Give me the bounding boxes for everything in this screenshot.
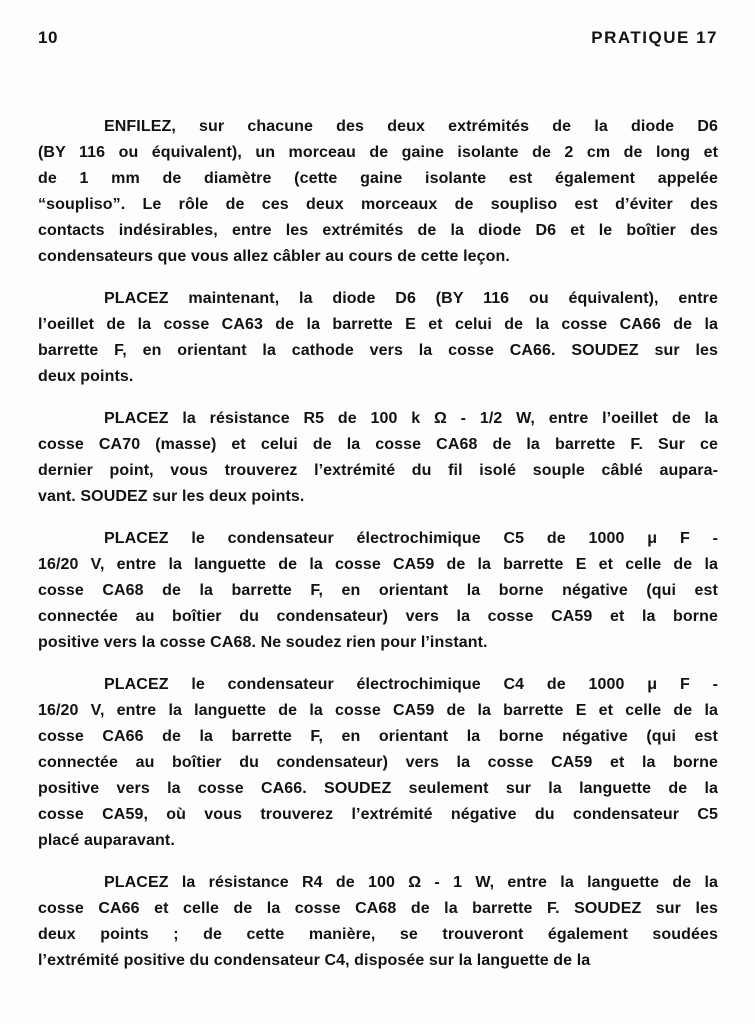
text-line: positive vers la cosse CA68. Ne soudez rien pour l’instant. xyxy=(38,634,488,651)
text-line: PLACEZ la résistance R4 de 100 Ω - 1 W, entre la languette de la xyxy=(104,874,718,891)
paragraph-placez-condensateur-c4 xyxy=(38,672,718,854)
text-line: 16/20 V, entre la languette de la cosse CA59 de la barrette E et celle de la xyxy=(38,702,718,719)
text-line: 16/20 V, entre la languette de la cosse CA59 de la barrette E et celle de la xyxy=(38,556,718,573)
text-line: contacts indésirables, entre les extrémités de la diode D6 et le boîtier des xyxy=(38,222,718,239)
text-line: PLACEZ maintenant, la diode D6 (BY 116 ou équivalent), entre xyxy=(104,290,718,307)
header-title: PRATIQUE 17 xyxy=(591,28,718,47)
text-line: vant. SOUDEZ sur les deux points. xyxy=(38,488,305,505)
text-line: PLACEZ la résistance R5 de 100 k Ω - 1/2 W, entre l’oeillet de la xyxy=(104,410,718,427)
text-line: cosse CA66 de la barrette F, en orientant la borne négative (qui est xyxy=(38,728,718,745)
text-line: cosse CA68 de la barrette F, en orientant la borne négative (qui est xyxy=(38,582,718,599)
text-line: PLACEZ le condensateur électrochimique C4 de 1000 μ F - xyxy=(104,676,718,693)
text-line: l’extrémité positive du condensateur C4, disposée sur la languette de la xyxy=(38,952,591,969)
page-number: 10 xyxy=(38,28,58,47)
text-line: condensateurs que vous allez câbler au cours de cette leçon. xyxy=(38,248,510,265)
text-line: positive vers la cosse CA66. SOUDEZ seulement sur la languette de la xyxy=(38,780,718,797)
text-line: barrette F, en orientant la cathode vers la cosse CA66. SOUDEZ sur les xyxy=(38,342,718,359)
text-line: cosse CA70 (masse) et celui de la cosse CA68 de la barrette F. Sur ce xyxy=(38,436,718,453)
paragraph-placez-resistance-r5 xyxy=(38,406,718,510)
text-line: connectée au boîtier du condensateur) vers la cosse CA59 et la borne xyxy=(38,754,718,771)
text-line: PLACEZ le condensateur électrochimique C5 de 1000 μ F - xyxy=(104,530,718,547)
text-line: dernier point, vous trouverez l’extrémité du fil isolé souple câblé aupara- xyxy=(38,462,718,479)
text-line: placé auparavant. xyxy=(38,832,175,849)
text-line: cosse CA66 et celle de la cosse CA68 de la barrette F. SOUDEZ sur les xyxy=(38,900,718,917)
text-line: de 1 mm de diamètre (cette gaine isolante est également appelée xyxy=(38,170,718,187)
text-line: ENFILEZ, sur chacune des deux extrémités de la diode D6 xyxy=(104,118,718,135)
text-line: “soupliso”. Le rôle de ces deux morceaux de soupliso est d’éviter des xyxy=(38,196,718,213)
text-line: (BY 116 ou équivalent), un morceau de gaine isolante de 2 cm de long et xyxy=(38,144,718,161)
paragraph-placez-resistance-r4 xyxy=(38,870,718,974)
paragraph-placez-diode-d6 xyxy=(38,286,718,390)
document-body xyxy=(38,114,718,974)
text-line: connectée au boîtier du condensateur) vers la cosse CA59 et la borne xyxy=(38,608,718,625)
text-line: deux points. xyxy=(38,368,134,385)
paragraph-placez-condensateur-c5 xyxy=(38,526,718,656)
page-header xyxy=(38,28,718,48)
text-line: l’oeillet de la cosse CA63 de la barrette E et celui de la cosse CA66 de la xyxy=(38,316,718,333)
text-line: deux points ; de cette manière, se trouveront également soudées xyxy=(38,926,718,943)
paragraph-enfilez-diode-d6 xyxy=(38,114,718,270)
text-line: cosse CA59, où vous trouverez l’extrémité négative du condensateur C5 xyxy=(38,806,718,823)
